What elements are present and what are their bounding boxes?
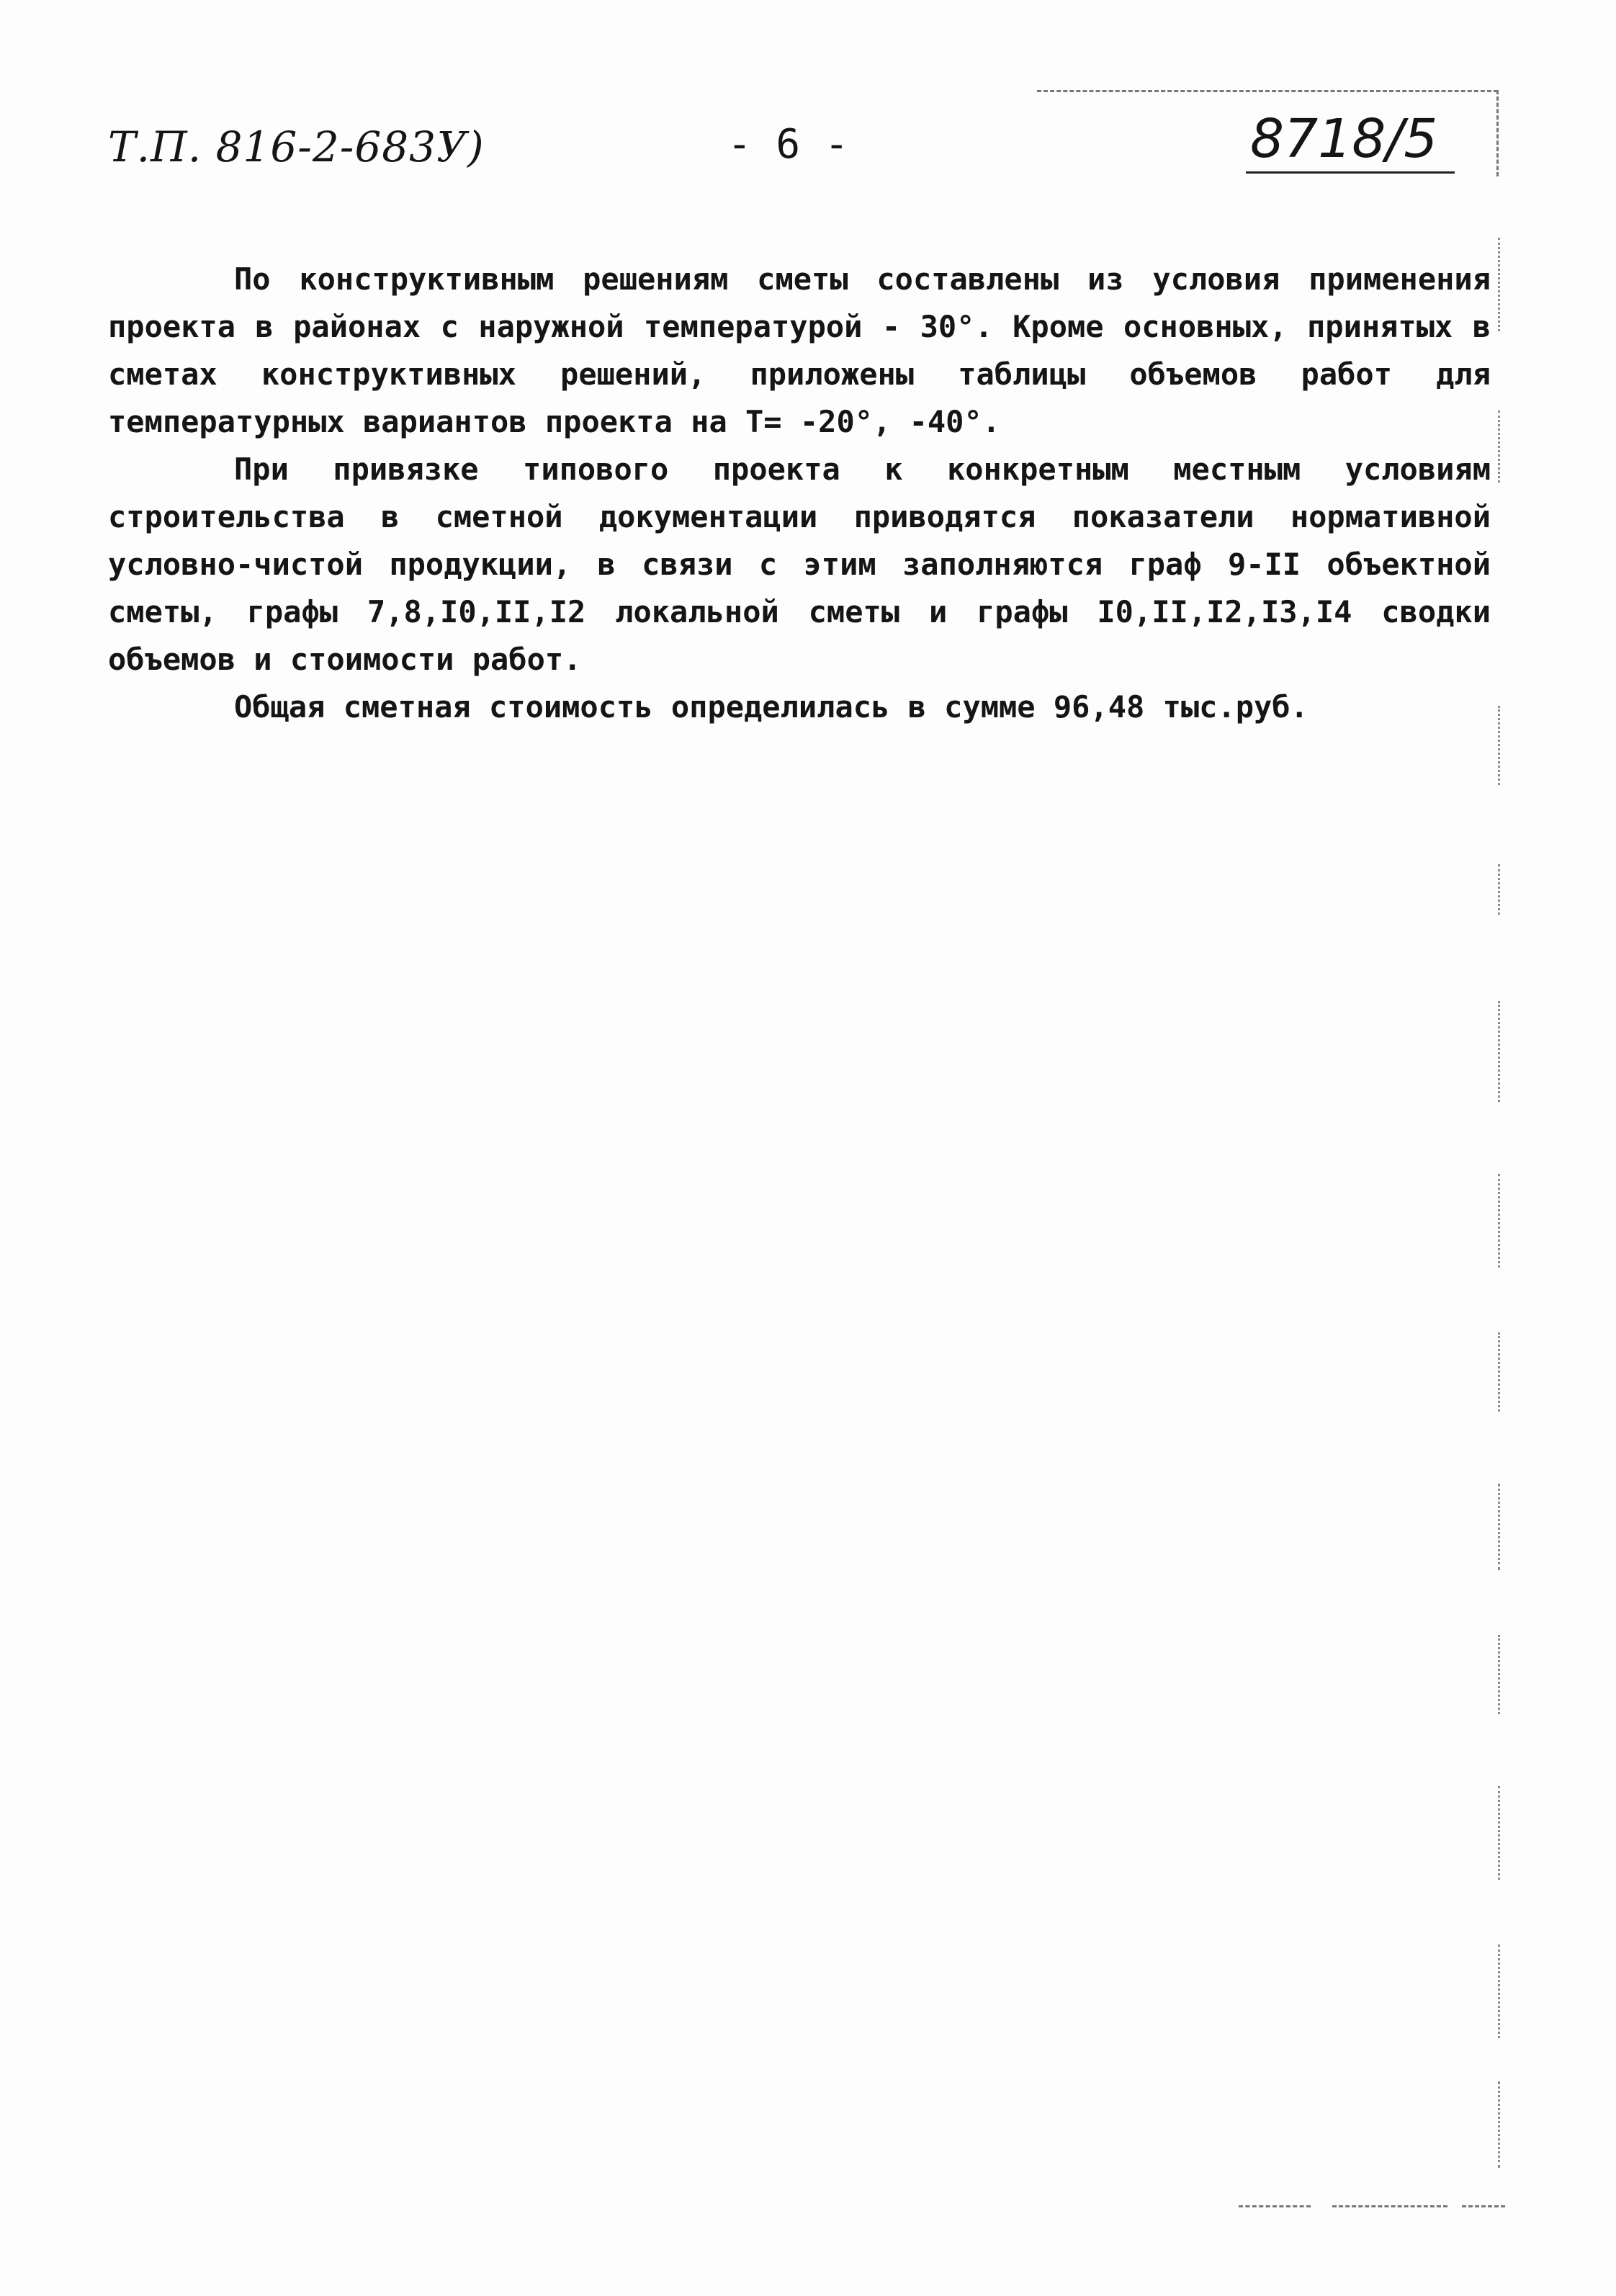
paragraph-total-cost: Общая сметная стоимость определилась в сумме 96,48 тыс.руб.	[234, 689, 1308, 725]
bottom-scan-mark	[1332, 2205, 1447, 2207]
margin-scan-mark	[1498, 864, 1500, 915]
margin-scan-mark	[1498, 706, 1500, 785]
document-body	[108, 256, 1491, 731]
paragraph-project-binding: При привязке типового проекта к конкретным местным условиям строительства в сметной документации приводятся показатели нормативной условно-чистой продукции, в связи с этим заполняются граф 9-II объектной сметы, графы 7,8,I0,II,I2 локальной сметы и графы I0,II,I2,I3,I4 сводки объемов и стоимости работ.	[108, 452, 1491, 677]
page-number: - 6 -	[727, 121, 849, 168]
margin-scan-mark	[1498, 1001, 1500, 1102]
margin-scan-mark	[1498, 1332, 1500, 1412]
sheet-frame-top-border	[1037, 90, 1498, 92]
margin-scan-mark	[1498, 1484, 1500, 1570]
paragraph-construction-solutions: По конструктивным решениям сметы составлены из условия применения проекта в районах с наружной температурой - 30°. Кроме основных, принятых в сметах конструктивных решений, приложены таблицы объемов работ для температурных вариантов проекта на Т= -20°, -40°.	[108, 261, 1491, 439]
bottom-scan-mark	[1239, 2205, 1311, 2207]
bottom-scan-mark	[1462, 2205, 1505, 2207]
margin-scan-mark	[1498, 411, 1500, 483]
margin-scan-mark	[1498, 1786, 1500, 1880]
margin-scan-mark	[1498, 1945, 1500, 2038]
sheet-frame-right-border	[1496, 90, 1499, 176]
margin-scan-mark	[1498, 1174, 1500, 1268]
margin-scan-mark	[1498, 2081, 1500, 2168]
margin-scan-mark	[1498, 1635, 1500, 1714]
margin-scan-mark	[1498, 238, 1500, 331]
project-code: Т.П. 816-2-683У)	[108, 122, 485, 171]
sheet-number: 8718/5	[1246, 108, 1455, 174]
